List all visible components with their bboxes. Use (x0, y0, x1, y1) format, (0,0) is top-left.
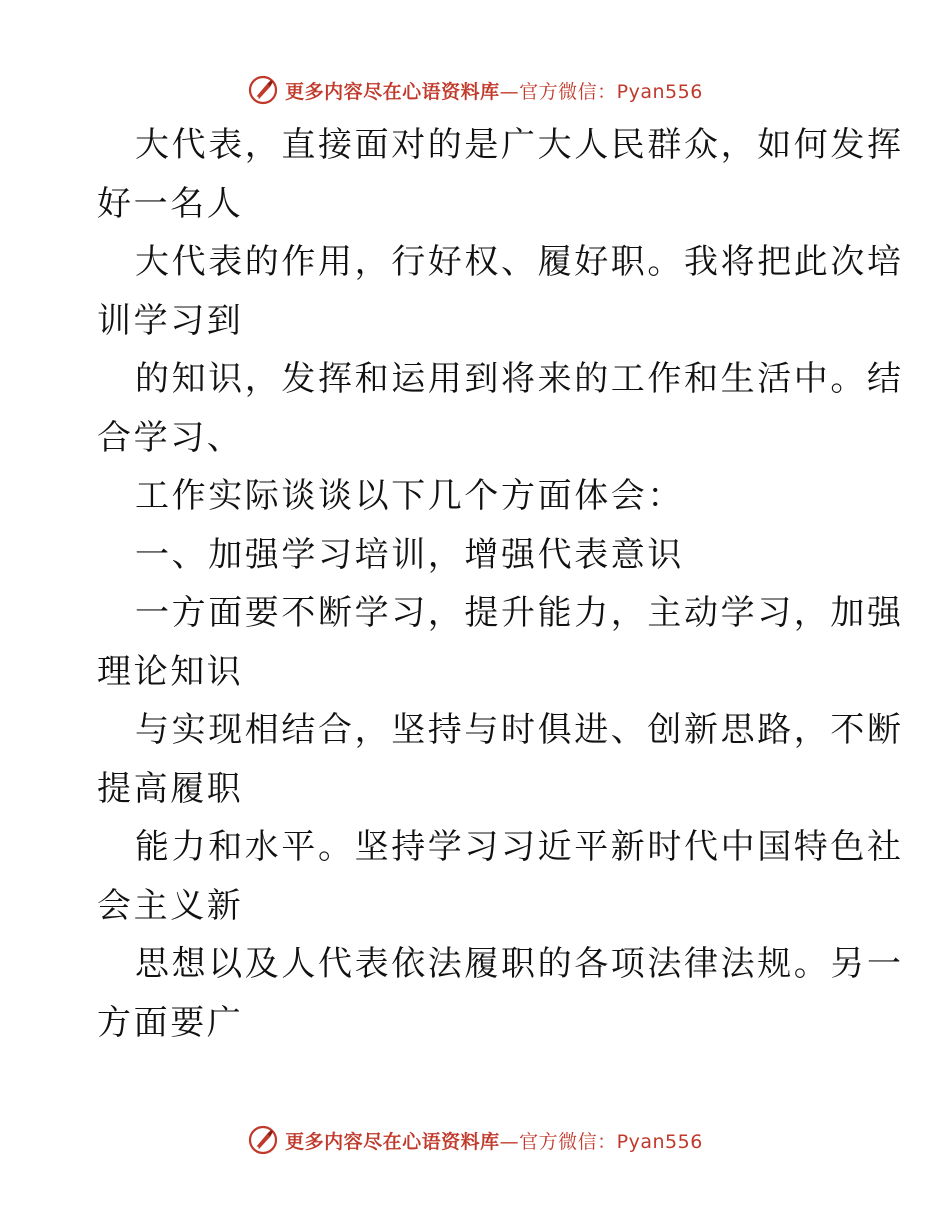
body-line-11: 与实现相结合，坚持与时俱进、创新思路，不断 (135, 710, 904, 750)
footer-banner-wechat: 官方微信：Pyan556 (519, 1130, 703, 1153)
body-line-9: 一方面要不断学习，提升能力，主动学习，加强 (135, 593, 904, 633)
footer-banner (0, 1120, 950, 1160)
footer-banner-text (285, 1127, 703, 1154)
body-line-12: 提高履职 (97, 768, 244, 809)
body-line-16: 方面要广 (97, 1002, 244, 1043)
body-line-3: 大代表的作用，行好权、履好职。我将把此次培 (135, 242, 904, 282)
document-body (97, 116, 904, 1052)
pen-logo-icon (247, 74, 279, 106)
body-line-14: 会主义新 (97, 885, 244, 926)
body-line-15: 思想以及人代表依法履职的各项法律法规。另一 (135, 944, 904, 984)
body-line-13: 能力和水平。坚持学习习近平新时代中国特色社 (135, 827, 904, 867)
body-line-6: 合学习、 (97, 417, 244, 458)
footer-banner-dash: — (499, 1130, 520, 1153)
pen-logo-icon (247, 1124, 279, 1156)
body-line-4: 训学习到 (97, 300, 244, 341)
header-banner-wechat: 官方微信：Pyan556 (519, 80, 703, 103)
header-banner-dash: — (499, 80, 520, 103)
section-heading-1: 一、加强学习培训，增强代表意识 (135, 534, 684, 575)
header-banner (0, 70, 950, 110)
body-line-7: 工作实际谈谈以下几个方面体会： (135, 476, 684, 516)
body-line-2: 好一名人 (97, 183, 244, 224)
body-line-1: 大代表，直接面对的是广大人民群众，如何发挥 (135, 125, 904, 165)
footer-banner-main: 更多内容尽在心语资料库 (285, 1130, 500, 1153)
header-banner-text (285, 77, 703, 104)
body-line-10: 理论知识 (97, 651, 244, 692)
body-line-5: 的知识，发挥和运用到将来的工作和生活中。结 (135, 359, 904, 399)
header-banner-main: 更多内容尽在心语资料库 (285, 80, 500, 103)
